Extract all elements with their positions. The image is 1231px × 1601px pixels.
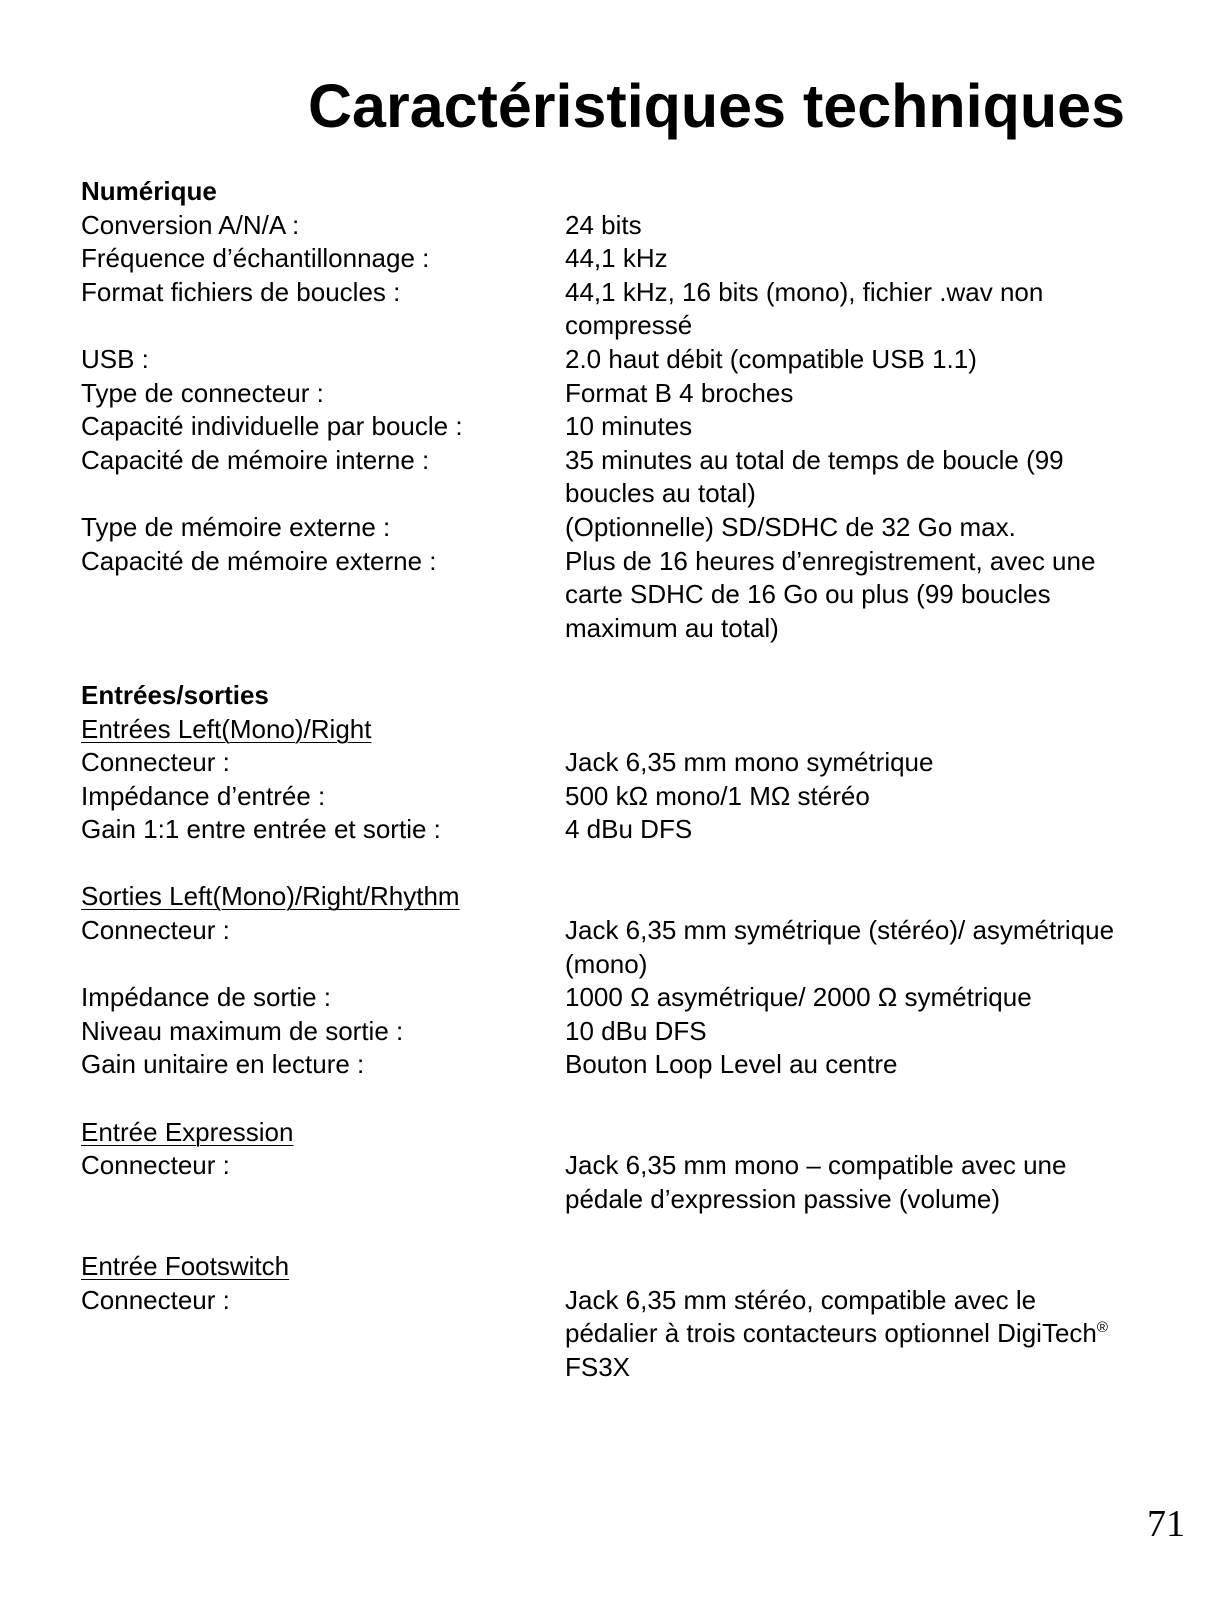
spacer [81, 847, 1131, 881]
spec-value: 10 minutes [565, 411, 693, 442]
spec-label: Niveau maximum de sortie : [81, 1015, 404, 1046]
spec-row [81, 545, 1131, 646]
subheading-outputs: Sorties Left(Mono)/Right/Rhythm [81, 881, 460, 912]
spec-label: Capacité de mémoire interne : [81, 444, 430, 475]
spec-label: USB : [81, 343, 149, 374]
spec-label: Connecteur : [81, 1284, 230, 1315]
spec-row [81, 1284, 1131, 1385]
spec-value: 35 minutes au total de temps de boucle (99 boucles au total) [565, 444, 1064, 509]
spec-row [81, 209, 1131, 243]
spec-label: Conversion A/N/A : [81, 209, 300, 240]
spec-value: Jack 6,35 mm symétrique (stéréo)/ asymétrique (mono) [565, 915, 1115, 979]
spec-row [81, 1048, 1131, 1082]
spec-row [81, 1015, 1131, 1049]
spec-label: Connecteur : [81, 747, 230, 778]
value-text: Jack 6,35 mm stéréo, compatible avec le pédalier à trois contacteurs optionnel DigiTech [565, 1284, 1097, 1349]
spec-value: Format B 4 broches [565, 377, 794, 408]
spec-value: (Optionnelle) SD/SDHC de 32 Go max. [565, 511, 1016, 542]
section-heading-io: Entrées/sorties [81, 679, 269, 710]
spec-label: Format fichiers de boucles : [81, 276, 401, 307]
spec-value: 500 kΩ mono/1 MΩ stéréo [565, 780, 870, 811]
spec-label: Connecteur : [81, 1150, 230, 1181]
subheading-inputs: Entrées Left(Mono)/Right [81, 713, 372, 744]
spec-label: Capacité de mémoire externe : [81, 545, 437, 576]
spec-row [81, 914, 1131, 981]
spec-value: 44,1 kHz [565, 243, 668, 274]
page-number: 71 [1147, 1503, 1185, 1545]
spec-row [81, 444, 1131, 511]
spec-value: Jack 6,35 mm mono symétrique [565, 747, 934, 778]
spec-label: Impédance de sortie : [81, 982, 332, 1013]
spec-value: 1000 Ω asymétrique/ 2000 Ω symétrique [565, 982, 1032, 1013]
spec-value: 44,1 kHz, 16 bits (mono), fichier .wav non compressé [565, 276, 1044, 341]
spec-label: Gain 1:1 entre entrée et sortie : [81, 814, 441, 845]
spec-row [81, 410, 1131, 444]
spacer [81, 1216, 1131, 1250]
spec-row [81, 242, 1131, 276]
spec-row [81, 276, 1131, 343]
spec-value: 10 dBu DFS [565, 1015, 707, 1046]
spec-row [81, 746, 1131, 780]
spec-value: 4 dBu DFS [565, 814, 693, 845]
spec-label: Type de connecteur : [81, 377, 324, 408]
registered-mark: ® [1096, 1319, 1108, 1337]
section-heading-numerique: Numérique [81, 176, 217, 206]
spec-value: Plus de 16 heures d’enregistrement, avec une carte SDHC de 16 Go ou plus (99 boucles maximum au total) [565, 545, 1096, 643]
spacer [81, 645, 1131, 679]
spec-row [81, 981, 1131, 1015]
spec-row [81, 813, 1131, 847]
spec-row [81, 1149, 1131, 1216]
subheading-footswitch: Entrée Footswitch [81, 1251, 290, 1281]
spec-label: Fréquence d’échantillonnage : [81, 243, 430, 274]
spec-label: Impédance d’entrée : [81, 780, 326, 811]
spec-row [81, 343, 1131, 377]
spec-label: Connecteur : [81, 915, 230, 946]
subheading-expression: Entrée Expression [81, 1116, 294, 1147]
specifications [81, 175, 1131, 1384]
spec-label: Type de mémoire externe : [81, 511, 391, 542]
spec-label: Gain unitaire en lecture : [81, 1049, 365, 1080]
spec-value: 24 bits [565, 209, 642, 240]
page-title: Caractéristiques techniques [307, 72, 1125, 140]
spec-label: Capacité individuelle par boucle : [81, 411, 463, 442]
spacer [81, 1082, 1131, 1116]
value-text: FS3X [565, 1351, 631, 1382]
spec-row [81, 511, 1131, 545]
spec-value [565, 1284, 1131, 1385]
spec-row [81, 780, 1131, 814]
spec-row [81, 377, 1131, 411]
spec-value: Jack 6,35 mm mono – compatible avec une pédale d’expression passive (volume) [565, 1150, 1067, 1214]
spec-value: Bouton Loop Level au centre [565, 1049, 898, 1080]
spec-value: 2.0 haut débit (compatible USB 1.1) [565, 343, 977, 374]
